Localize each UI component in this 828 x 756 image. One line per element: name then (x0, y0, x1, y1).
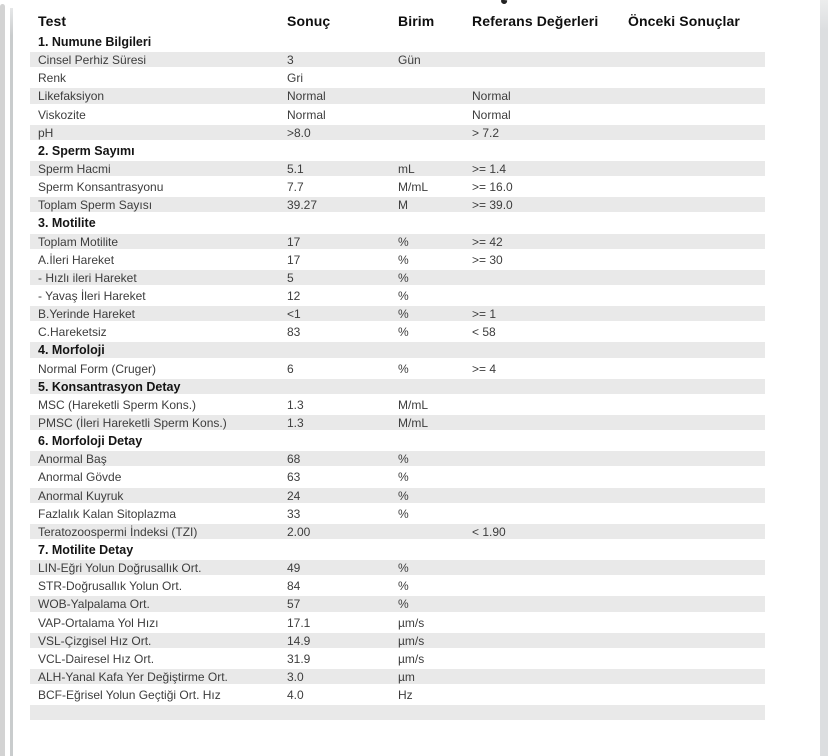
column-header-sonuc: Sonuç (287, 12, 331, 29)
table-row (30, 269, 765, 287)
table-header-row (30, 8, 765, 33)
cell-birim: % (398, 361, 409, 376)
cell-sonuc: 14.9 (287, 633, 311, 648)
cell-referans (472, 577, 628, 595)
cell-birim: % (398, 506, 409, 521)
table-row (30, 487, 765, 505)
column-header-onceki: Önceki Sonuçlar (628, 12, 740, 29)
cell-onceki (628, 305, 765, 323)
cell-referans (472, 487, 628, 505)
cell-sonuc: 31.9 (287, 651, 311, 666)
cell-sonuc: 1.3 (287, 397, 304, 412)
cell-onceki (628, 487, 765, 505)
cell-referans: > 7.2 (472, 125, 500, 140)
cell-referans: >= 42 (472, 234, 503, 249)
cell-birim: % (398, 452, 409, 467)
table-body (30, 33, 765, 722)
cell-onceki (628, 51, 765, 69)
cell-birim: % (398, 288, 409, 303)
cell-birim (398, 33, 472, 51)
cell-birim: µm/s (398, 633, 425, 648)
table-row (30, 233, 765, 251)
table-row (30, 650, 765, 668)
table-row (30, 106, 765, 124)
table-row (30, 450, 765, 468)
cell-test: 4. Morfoloji (38, 343, 105, 358)
cell-sonuc (287, 541, 398, 559)
cell-birim (398, 142, 472, 160)
cell-sonuc: 49 (287, 561, 301, 576)
cell-referans (472, 341, 628, 359)
cell-onceki (628, 450, 765, 468)
section-header-row (30, 33, 765, 51)
table-row (30, 87, 765, 105)
cell-birim: µm/s (398, 615, 425, 630)
cell-test: 3. Motilite (38, 216, 96, 231)
cell-referans: < 1.90 (472, 524, 506, 539)
cell-referans: >= 1.4 (472, 161, 507, 176)
cell-referans (472, 450, 628, 468)
cell-birim: µm/s (398, 651, 425, 666)
table-row (30, 51, 765, 69)
cell-onceki (628, 142, 765, 160)
table-row (30, 523, 765, 541)
cropped-text-fragment (501, 0, 507, 4)
cell-referans (472, 414, 628, 432)
lab-results-table (30, 8, 765, 722)
cell-birim: M/mL (398, 415, 428, 430)
cell-test: C.Hareketsiz (38, 325, 107, 340)
cell-test: BCF-Eğrisel Yolun Geçtiği Ort. Hız (38, 688, 221, 703)
cell-sonuc: 3.0 (287, 669, 304, 684)
cell-sonuc: Normal (287, 107, 326, 122)
cell-referans (472, 214, 628, 232)
cell-test: Anormal Kuyruk (38, 488, 124, 503)
section-header-row (30, 214, 765, 232)
cell-onceki (628, 287, 765, 305)
cell-onceki (628, 686, 765, 704)
cell-test: Likefaksiyon (38, 89, 105, 104)
cell-test: Normal Form (Cruger) (38, 361, 157, 376)
cell-sonuc (287, 378, 398, 396)
cell-birim: % (398, 252, 409, 267)
cell-test: - Hızlı ileri Hareket (38, 270, 137, 285)
cell-sonuc: 84 (287, 579, 301, 594)
photo-edge-right (820, 0, 828, 756)
cell-onceki (628, 178, 765, 196)
photo-edge-left-outer (0, 4, 5, 756)
cell-test: B.Yerinde Hareket (38, 307, 135, 322)
cell-onceki (628, 505, 765, 523)
cell-test: VAP-Ortalama Yol Hızı (38, 615, 159, 630)
cell-sonuc: 68 (287, 452, 301, 467)
cell-test: 6. Morfoloji Detay (38, 434, 143, 449)
cell-referans (472, 595, 628, 613)
table-row (30, 704, 765, 722)
cell-test: Toplam Motilite (38, 234, 119, 249)
cell-test: STR-Doğrusallık Yolun Ort. (38, 579, 183, 594)
cell-birim: % (398, 325, 409, 340)
cell-onceki (628, 33, 765, 51)
cell-test: A.İleri Hareket (38, 252, 115, 267)
cell-test: 5. Konsantrasyon Detay (38, 379, 181, 394)
table-row (30, 124, 765, 142)
cell-birim (398, 87, 472, 105)
cell-test: ALH-Yanal Kafa Yer Değiştirme Ort. (38, 669, 228, 684)
cell-sonuc: Gri (287, 71, 303, 86)
cell-birim (398, 541, 472, 559)
cell-test: Anormal Baş (38, 452, 107, 467)
cell-referans: >= 39.0 (472, 198, 513, 213)
cell-referans: >= 1 (472, 307, 497, 322)
table-row (30, 595, 765, 613)
cell-referans: < 58 (472, 325, 496, 340)
cell-referans (472, 33, 628, 51)
cell-onceki (628, 87, 765, 105)
cell-onceki (628, 251, 765, 269)
cell-sonuc: 5.1 (287, 161, 304, 176)
section-header-row (30, 341, 765, 359)
cell-referans (472, 650, 628, 668)
cell-sonuc: <1 (287, 307, 301, 322)
cell-referans: Normal (472, 107, 511, 122)
cell-test: WOB-Yalpalama Ort. (38, 597, 150, 612)
cell-sonuc: 2.00 (287, 524, 311, 539)
cell-referans (472, 559, 628, 577)
cell-sonuc: 63 (287, 470, 301, 485)
cell-onceki (628, 360, 765, 378)
cell-birim (398, 341, 472, 359)
cell-onceki (628, 559, 765, 577)
cell-test: Teratozoospermi İndeksi (TZI) (38, 524, 198, 539)
cell-onceki (628, 668, 765, 686)
cell-birim: % (398, 270, 409, 285)
photo-edge-left-inner (10, 8, 13, 756)
cell-referans (472, 287, 628, 305)
cell-sonuc: 4.0 (287, 688, 304, 703)
cell-birim: mL (398, 161, 415, 176)
cell-sonuc: 57 (287, 597, 301, 612)
cell-test: Toplam Sperm Sayısı (38, 198, 153, 213)
section-header-row (30, 432, 765, 450)
cell-test: Viskozite (38, 107, 86, 122)
cell-test: 2. Sperm Sayımı (38, 143, 135, 158)
cell-birim (398, 124, 472, 142)
cell-referans: >= 16.0 (472, 180, 513, 195)
cell-sonuc: 7.7 (287, 180, 304, 195)
cell-referans (472, 632, 628, 650)
cell-test: VSL-Çizgisel Hız Ort. (38, 633, 152, 648)
cell-onceki (628, 541, 765, 559)
cell-birim (398, 106, 472, 124)
cell-birim: % (398, 579, 409, 594)
cell-test: Anormal Gövde (38, 470, 122, 485)
cell-birim: % (398, 470, 409, 485)
cell-onceki (628, 214, 765, 232)
table-row (30, 614, 765, 632)
table-row (30, 686, 765, 704)
cell-sonuc: 39.27 (287, 198, 318, 213)
column-header-referans: Referans Değerleri (472, 12, 599, 29)
cell-test (30, 704, 287, 722)
cell-birim: % (398, 307, 409, 322)
cell-birim (398, 432, 472, 450)
cell-birim: Hz (398, 688, 413, 703)
table-row (30, 305, 765, 323)
cell-test: VCL-Dairesel Hız Ort. (38, 651, 155, 666)
cell-onceki (628, 632, 765, 650)
cell-sonuc: >8.0 (287, 125, 311, 140)
table-row (30, 323, 765, 341)
cell-test: Sperm Hacmi (38, 161, 111, 176)
table-row (30, 505, 765, 523)
cell-sonuc: 17.1 (287, 615, 311, 630)
cell-birim: M/mL (398, 180, 428, 195)
cell-sonuc: Normal (287, 89, 326, 104)
cell-referans (472, 51, 628, 69)
cell-birim (398, 704, 472, 722)
cell-test: Renk (38, 71, 67, 86)
section-header-row (30, 142, 765, 160)
section-header-row (30, 541, 765, 559)
cell-onceki (628, 196, 765, 214)
cell-onceki (628, 614, 765, 632)
cell-sonuc: 83 (287, 325, 301, 340)
cell-test: Fazlalık Kalan Sitoplazma (38, 506, 177, 521)
cell-referans (472, 541, 628, 559)
cell-birim: % (398, 597, 409, 612)
cell-sonuc: 3 (287, 53, 294, 68)
cell-referans (472, 668, 628, 686)
cell-referans (472, 704, 628, 722)
cell-referans (472, 468, 628, 486)
section-header-row (30, 378, 765, 396)
cell-test: Sperm Konsantrasyonu (38, 180, 164, 195)
cell-birim: M/mL (398, 397, 428, 412)
cell-test: Cinsel Perhiz Süresi (38, 53, 147, 68)
cell-test: 1. Numune Bilgileri (38, 35, 152, 49)
cell-birim (398, 69, 472, 87)
cell-birim: M (398, 198, 408, 213)
cell-sonuc: 17 (287, 252, 301, 267)
cell-birim (398, 523, 472, 541)
table-row (30, 414, 765, 432)
cell-onceki (628, 323, 765, 341)
cell-sonuc: 33 (287, 506, 301, 521)
cell-referans (472, 142, 628, 160)
cell-onceki (628, 106, 765, 124)
cell-sonuc (287, 341, 398, 359)
cell-birim: % (398, 234, 409, 249)
cell-test: PMSC (İleri Hareketli Sperm Kons.) (38, 415, 227, 430)
table-row (30, 396, 765, 414)
table-row (30, 632, 765, 650)
cell-sonuc (287, 432, 398, 450)
table-row (30, 69, 765, 87)
cell-sonuc: 5 (287, 270, 294, 285)
column-header-test: Test (38, 12, 67, 29)
cell-referans (472, 614, 628, 632)
cell-onceki (628, 233, 765, 251)
table-row (30, 559, 765, 577)
cell-onceki (628, 396, 765, 414)
table-row (30, 360, 765, 378)
cell-birim: µm (398, 669, 415, 684)
cell-referans: >= 4 (472, 361, 497, 376)
cell-onceki (628, 414, 765, 432)
cell-referans (472, 396, 628, 414)
cell-onceki (628, 160, 765, 178)
table-row (30, 577, 765, 595)
cell-onceki (628, 577, 765, 595)
table-row (30, 668, 765, 686)
cell-birim: % (398, 561, 409, 576)
table-row (30, 251, 765, 269)
cell-sonuc: 17 (287, 234, 301, 249)
table-row (30, 287, 765, 305)
cell-referans (472, 686, 628, 704)
cell-referans (472, 432, 628, 450)
cell-onceki (628, 69, 765, 87)
cell-birim: % (398, 488, 409, 503)
table-row (30, 178, 765, 196)
cell-referans (472, 505, 628, 523)
cell-referans (472, 378, 628, 396)
cell-onceki (628, 341, 765, 359)
cell-onceki (628, 523, 765, 541)
cell-referans (472, 269, 628, 287)
cell-onceki (628, 269, 765, 287)
cell-sonuc (287, 33, 398, 51)
cell-sonuc: 24 (287, 488, 301, 503)
column-header-birim: Birim (398, 12, 435, 29)
cell-test: LIN-Eğri Yolun Doğrusallık Ort. (38, 561, 202, 576)
cell-onceki (628, 124, 765, 142)
cell-test: MSC (Hareketli Sperm Kons.) (38, 397, 197, 412)
cell-onceki (628, 432, 765, 450)
cell-birim (398, 214, 472, 232)
cell-sonuc: 1.3 (287, 415, 304, 430)
cell-sonuc: 12 (287, 288, 301, 303)
cell-referans: >= 30 (472, 252, 503, 267)
cell-onceki (628, 468, 765, 486)
cell-onceki (628, 650, 765, 668)
cell-test: 7. Motilite Detay (38, 542, 134, 557)
cell-birim (398, 378, 472, 396)
cell-onceki (628, 595, 765, 613)
cell-onceki (628, 704, 765, 722)
cell-referans: Normal (472, 89, 511, 104)
cell-test: pH (38, 125, 54, 140)
table-row (30, 468, 765, 486)
cell-birim: Gün (398, 53, 421, 68)
cell-sonuc: 6 (287, 361, 294, 376)
table-row (30, 196, 765, 214)
cell-onceki (628, 378, 765, 396)
cell-sonuc (287, 214, 398, 232)
cell-sonuc (287, 704, 398, 722)
cell-referans (472, 69, 628, 87)
cell-test: - Yavaş İleri Hareket (38, 288, 146, 303)
cell-sonuc (287, 142, 398, 160)
table-row (30, 160, 765, 178)
